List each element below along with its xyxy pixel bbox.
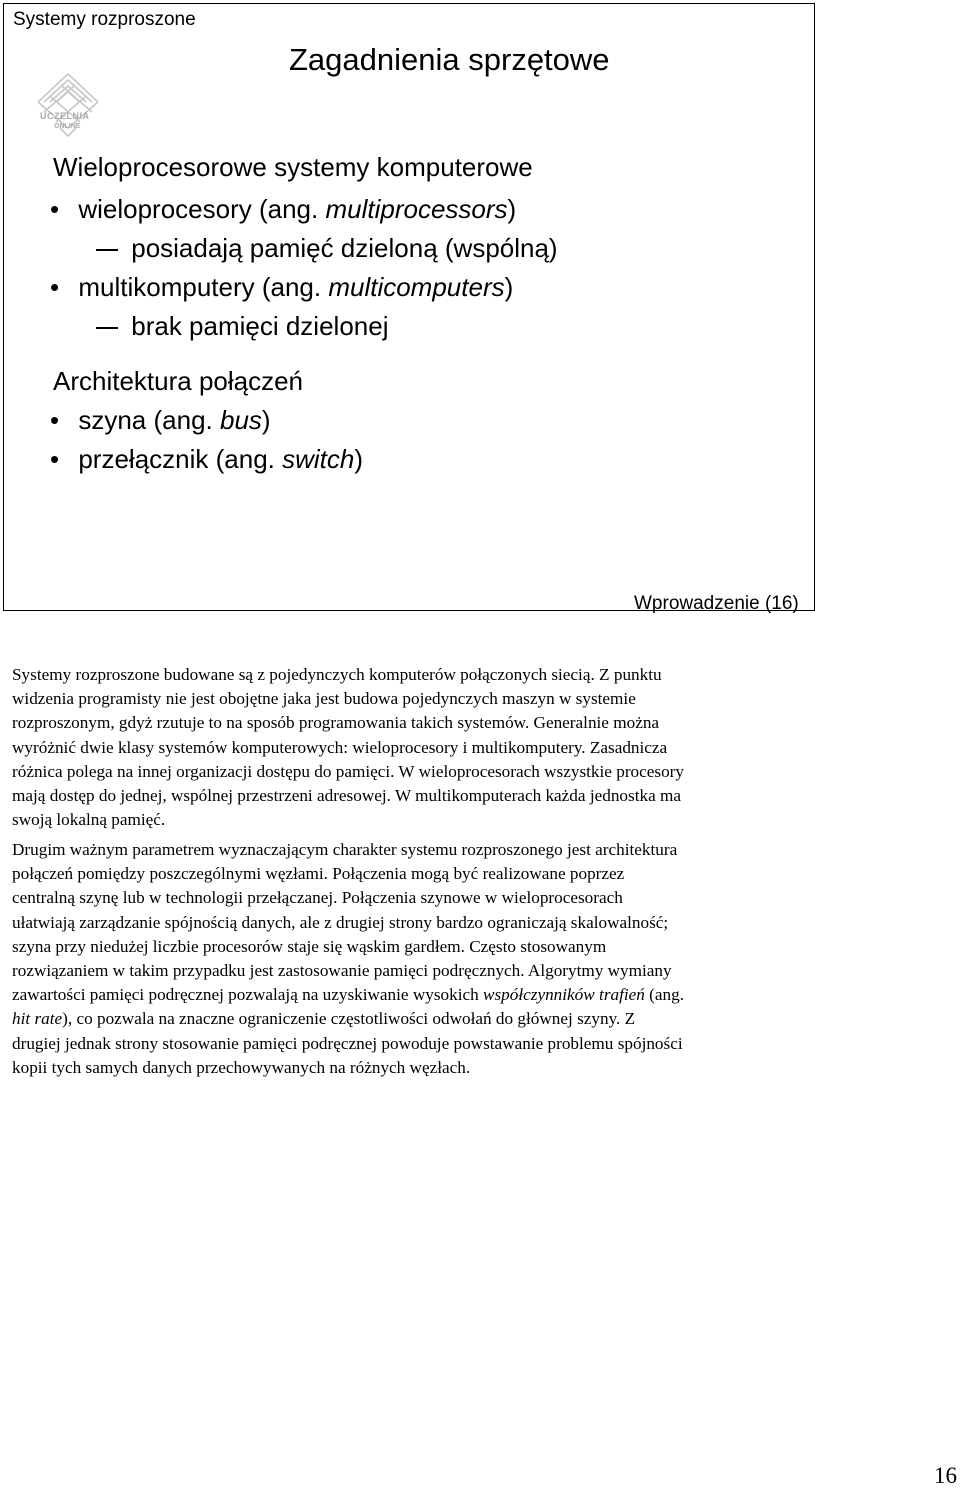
notes-line: rozproszonym, gdyż rzutuje to na sposób programowania takich systemów. Generalnie można xyxy=(12,713,660,733)
notes-line: widzenia programisty nie jest obojętne jaka jest budowa pojedynczych maszyn w systemie xyxy=(12,689,636,709)
notes-paragraph-2 xyxy=(12,838,812,1080)
section-heading-architecture: Architektura połączeń xyxy=(53,366,304,396)
notes-line: połączeń pomiędzy poszczególnymi węzłami. Połączenia mogą być realizowane poprzez xyxy=(12,864,625,884)
bullet-emphasis: bus xyxy=(219,405,262,435)
section-heading-multiprocessor: Wieloprocesorowe systemy komputerowe xyxy=(53,152,533,182)
bullet-text: szyna (ang. xyxy=(78,405,220,435)
slide-header: Systemy rozproszone xyxy=(13,9,196,30)
slide-footer: Wprowadzenie (16) xyxy=(634,593,799,614)
bullet-text-end: ) xyxy=(507,194,517,224)
bullet-icon: • xyxy=(50,272,60,302)
bullet-item xyxy=(50,272,513,303)
notes-emphasis: współczynników trafień xyxy=(483,985,645,1005)
dash-icon xyxy=(96,249,118,251)
notes-line: różnica polega na innej organizacji dostępu do pamięci. W wieloprocesorach wszystkie procesory xyxy=(12,761,684,781)
bullet-emphasis: multiprocessors xyxy=(325,194,508,224)
notes-paragraph-1 xyxy=(12,663,812,832)
logo-text: UCZELNIA xyxy=(40,111,90,121)
bullet-text-end: ) xyxy=(504,272,514,302)
bullet-text: multikomputery (ang. xyxy=(78,272,329,302)
notes-line: rozwiązaniem w takim przypadku jest zastosowanie pamięci podręcznych. Algorytmy wymiany xyxy=(12,961,672,981)
notes-line: swoją lokalną pamięć. xyxy=(12,810,166,830)
slide-title: Zagadnienia sprzętowe xyxy=(289,42,610,77)
bullet-emphasis: multicomputers xyxy=(328,272,505,302)
bullet-text-end: ) xyxy=(354,444,364,474)
notes-line: kopii tych samych danych przechowywanych na różnych węzłach. xyxy=(12,1057,471,1077)
bullet-item xyxy=(50,444,363,475)
notes-line: mają dostęp do jednej, wspólnej przestrzeni adresowej. W multikomputerach każda jednostka ma xyxy=(12,786,681,806)
bullet-item xyxy=(50,405,271,436)
bullet-icon: • xyxy=(50,405,60,435)
notes-line: wyróżnić dwie klasy systemów komputerowych: wieloprocesory i multikomputery. Zasadnicza xyxy=(12,737,668,757)
notes-line: hit rate), co pozwala na znaczne ograniczenie częstotliwości odwołań do głównej szyny. Z xyxy=(12,1009,636,1029)
bullet-icon: • xyxy=(50,444,60,474)
page-number: 16 xyxy=(934,1463,957,1488)
notes-emphasis: hit rate xyxy=(12,1009,63,1029)
notes-line: drugiej jednak strony stosowanie pamięci podręcznej powoduje powstawanie problemu spójności xyxy=(12,1033,683,1053)
sub-bullet-item xyxy=(96,311,388,342)
bullet-item xyxy=(50,194,516,225)
logo-subtext: ONLINE xyxy=(54,123,81,130)
notes-line: Systemy rozproszone budowane są z pojedynczych komputerów połączonych siecią. Z punktu xyxy=(12,665,662,684)
notes-line: szyna przy niedużej liczbie procesorów staje się wąskim gardłem. Często stosowanym xyxy=(12,936,607,956)
sub-bullet-item xyxy=(96,233,558,264)
bullet-emphasis: switch xyxy=(282,444,355,474)
notes-line: centralną szynę lub w technologii przełączanej. Połączenia szynowe w wieloprocesorach xyxy=(12,888,623,908)
bullet-icon: • xyxy=(50,194,60,224)
sub-bullet-text: brak pamięci dzielonej xyxy=(131,311,389,341)
notes-line: Drugim ważnym parametrem wyznaczającym charakter systemu rozproszonego jest architektura xyxy=(12,840,678,859)
bullet-text: wieloprocesory (ang. xyxy=(78,194,326,224)
sub-bullet-text: posiadają pamięć dzieloną (wspólną) xyxy=(131,233,558,263)
bullet-text: przełącznik (ang. xyxy=(78,444,283,474)
slide-frame xyxy=(3,3,815,614)
notes-line: zawartości pamięci podręcznej pozwalają na uzyskiwanie wysokich współczynników trafień (ang. xyxy=(12,985,685,1005)
dash-icon xyxy=(96,327,118,329)
notes-line: ułatwiają zarządzanie spójnością danych, ale z drugiej strony bardzo ograniczają skalowalność; xyxy=(12,912,669,932)
bullet-text-end: ) xyxy=(261,405,271,435)
